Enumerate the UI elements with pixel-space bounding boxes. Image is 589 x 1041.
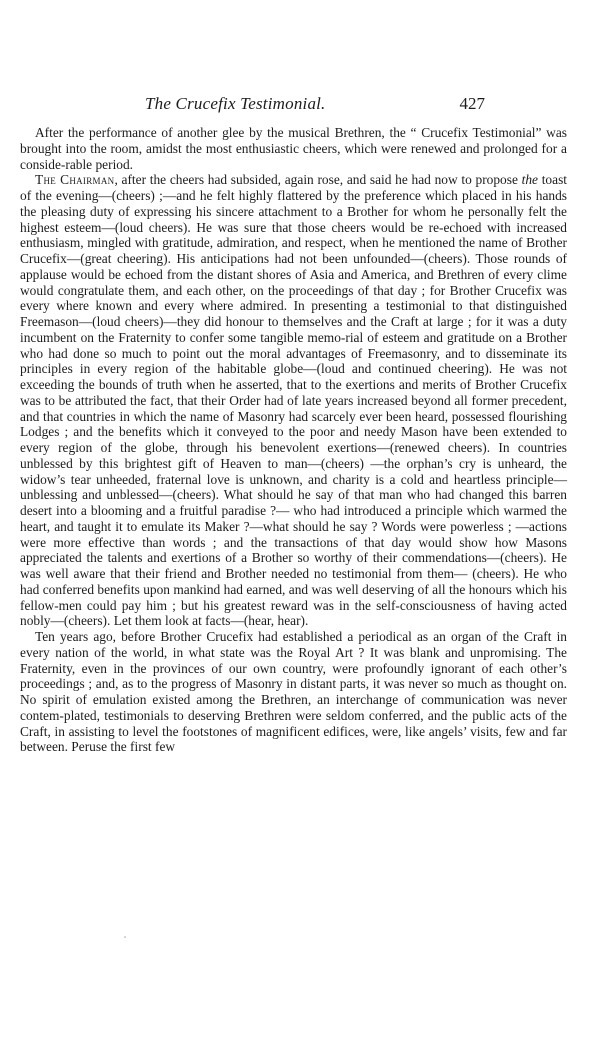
paragraph-1	[20, 125, 567, 172]
page-speck	[124, 936, 126, 938]
paragraph-1-text: After the performance of another glee by the musical Brethren, the “ Crucefix Testimonial” was brought into the room, amidst the most enthusiastic cheers, which were renewed and prolonged for a conside-rable period.	[20, 125, 567, 172]
speaker-name: The Chairman	[35, 172, 115, 188]
paragraph-2-text-after: toast of the evening—(cheers) ;—and he felt highly flattered by the preference which placed in his hands the pleasing duty of expressing his sincere attachment to a Brother for whom he personally felt the highest esteem—(loud cheers). He was sure that those cheers would be re-echoed with increased enthusiasm, mingled with gratitude, admiration, and respect, when he mentioned the name of Brother Crucefix—(great cheering). His anticipations had not been unfounded—(cheers). Those rounds of applause would be echoed from the distant shores of Asia and America, and Brethren of every clime would congratulate them, and each other, on the proceedings of that day ; for Brother Crucefix was every where known and every where admired. In presenting a testimonial to that distinguished Freemason—(loud cheers)—they did honour to themselves and the Craft at large ; for it was a duty incumbent on the Fraternity to confer some tangible memo-rial of esteem and gratitude on a Brother who had done so much to point out the moral advantages of Freemasonry, and to disseminate its principles in every region of the habitable globe—(loud and continued cheering). He was not exceeding the bounds of truth when he asserted, that to the exertions and merits of Brother Crucefix was to be attributed the fact, that their Order had of late years increased beyond all former precedent, and that countries in which the name of Masonry had scarcely ever been heard, possessed flourishing Lodges ; and the benefits which it conveyed to the poor and needy Mason have been extended to every region of the globe, through his benevolent exertions—(renewed cheers). In countries unblessed by this brightest gift of Heaven to man—(cheers) —the orphan’s cry is unheard, the widow’s tear unheeded, fraternal love is unknown, and charity is a cold and heartless principle—unblessing and unblessed—(cheers). What should he say of that man who had changed this barren desert into a blooming and a fruitful paradise ?— who had introduced a principle which warmed the heart, and taught it to emulate its Maker ?—what should he say ? Words were powerless ; —actions were more effective than words ; and the transactions of that day would show how Masons appreciated the talents and exertions of a Brother so worthy of their commendations—(cheers). He was well aware that their friend and Brother needed no testimonial from them— (cheers). He who had conferred benefits upon mankind had earned, and was well deserving of all the honours which his fellow-men could pay him ; but his greatest reward was in the self-consciousness of having acted nobly—(cheers). Let them look at facts—(hear, hear).	[20, 172, 567, 629]
paragraph-2	[20, 172, 567, 629]
running-header	[145, 94, 485, 116]
body-text	[20, 125, 567, 755]
paragraph-2-text-before: , after the cheers had subsided, again rose, and said he had now to propose	[114, 172, 522, 188]
paragraph-3	[20, 629, 567, 755]
running-title: The Crucefix Testimonial.	[145, 94, 326, 113]
page-number: 427	[459, 94, 485, 113]
paragraph-3-text: Ten years ago, before Brother Crucefix had established a periodical as an organ of the Craft in every nation of the world, in what state was the Royal Art ? It was blank and unpromising. The Fraternity, even in the provinces of our own country, were profoundly ignorant of each other’s proceedings ; and, as to the progress of Masonry in distant parts, it was never so much as thought on. No spirit of emulation existed among the Brethren, an interchange of communication was never contem-plated, testimonials to deserving Brethren were seldom conferred, and the public acts of the Craft, in assisting to level the footstones of magnificent edifices, were, like angels’ visits, few and far between. Peruse the first few	[20, 629, 567, 755]
emphasis-word: the	[521, 172, 538, 188]
